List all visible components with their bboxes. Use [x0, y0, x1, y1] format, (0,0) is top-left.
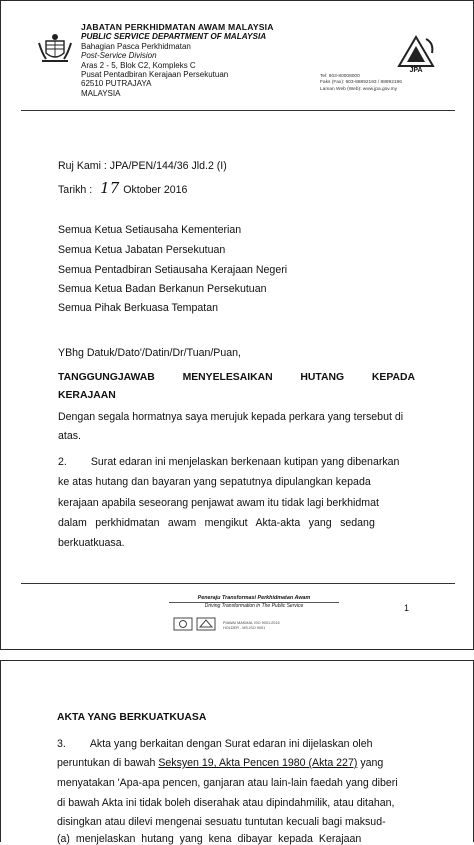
- recipient-line: Semua Ketua Setiausaha Kementerian: [58, 224, 242, 236]
- letterhead-address: [81, 23, 301, 98]
- subject-word: TANGGUNGJAWAB: [58, 372, 155, 383]
- date-month-year: Oktober 2016: [123, 184, 188, 196]
- contact-fax: Faks (Fax): 603-88892193 / 88892196: [320, 80, 402, 86]
- paragraph-3-line: [57, 738, 373, 750]
- certification-logos-icon: [173, 617, 217, 631]
- subject-line: [58, 372, 415, 383]
- recipient-line: Semua Pentadbiran Setiausaha Kerajaan Negeri: [58, 264, 288, 276]
- date-day-handwritten: 17: [100, 179, 120, 197]
- paragraph-2-line: berkuatkuasa.: [58, 537, 125, 549]
- department-name-malay: JABATAN PERKHIDMATAN AWAM MALAYSIA: [81, 22, 274, 32]
- address-line: 62510 PUTRAJAYA: [81, 79, 152, 89]
- page-number: 1: [404, 603, 410, 613]
- paragraph-3-text: yang: [357, 757, 384, 769]
- department-name-english: PUBLIC SERVICE DEPARTMENT OF MALAYSIA: [81, 32, 267, 42]
- paragraph-3-line: menyatakan 'Apa-apa pencen, ganjaran atau lain-lain faedah yang diberi: [57, 777, 398, 789]
- page-gap: [0, 650, 474, 660]
- paragraph-3-line: disingkan atau dilevi mengenai sesuatu tuntutan kecuali bagi maksud-: [57, 816, 386, 828]
- subject-word: MENYELESAIKAN: [182, 372, 273, 383]
- paragraph-2-line: ke atas hutang dan bayaran yang sepatutnya dipulangkan kepada: [58, 476, 371, 488]
- paragraph-3-line: di bawah Akta ini tidak boleh diserahak atau dipindahmilik, atau ditahan,: [57, 797, 395, 809]
- paragraph-3-text: peruntukan di bawah: [57, 757, 159, 769]
- salutation: YBhg Datuk/Dato'/Datin/Dr/Tuan/Puan,: [58, 347, 241, 359]
- coat-of-arms-icon: [37, 31, 73, 67]
- recipient-line: Semua Ketua Jabatan Persekutuan: [58, 244, 226, 256]
- section-heading: AKTA YANG BERKUATKUASA: [57, 712, 207, 723]
- paragraph-2-line: [58, 456, 399, 468]
- recipient-line: Semua Pihak Berkuasa Tempatan: [58, 302, 218, 314]
- division-name-english: Post-Service Division: [81, 51, 157, 61]
- subject-word: HUTANG: [300, 372, 345, 383]
- paragraph-3-line: [57, 757, 383, 769]
- paragraph-2-line: kerajaan apabila seseorang penjawat awam itu tidak lagi berkhidmat: [58, 497, 379, 509]
- paragraph-3-line: (a) menjelaskan hutang yang kena dibayar kepada Kerajaan: [57, 833, 362, 845]
- address-line: Pusat Pentadbiran Kerajaan Persekutuan: [81, 70, 229, 80]
- division-name-malay: Bahagian Pasca Perkhidmatan: [81, 41, 191, 51]
- act-reference: Seksyen 19, Akta Pencen 1980 (Akta 227): [158, 757, 358, 769]
- subject-word: KEPADA: [371, 372, 415, 383]
- paragraph-number: 2.: [58, 456, 67, 468]
- footer-tagline-malay: Peneraju Transformasi Perkhidmatan Awam: [197, 595, 311, 601]
- footer-tagline-english: Driving Transformation in The Public Service: [204, 603, 304, 609]
- paragraph-1-line: atas.: [58, 430, 81, 442]
- address-line: MALAYSIA: [81, 88, 121, 98]
- reference-number: Ruj Kami : JPA/PEN/144/36 Jld.2 (I): [58, 160, 227, 172]
- paragraph-3-text: Akta yang berkaitan dengan Surat edaran ini dijelaskan oleh: [89, 738, 373, 750]
- letter-date: [58, 179, 187, 197]
- paragraph-2-line: dalam perkhidmatan awam mengikut Akta-akta yang sedang: [58, 517, 375, 529]
- recipient-line: Semua Ketua Badan Berkanun Persekutuan: [58, 283, 267, 295]
- paragraph-number: 3.: [57, 738, 66, 750]
- contact-phone: Tel: 603-80008000: [320, 74, 360, 79]
- paragraph-1-line: Dengan segala hormatnya saya merujuk kepada perkara yang tersebut di: [58, 411, 404, 423]
- certification-line: PIAWAI MAKMAL ISO 9001:2015: [223, 621, 280, 625]
- certification-line: HOLDER - MS-ISO 9001: [223, 626, 266, 630]
- document-page-2: [0, 660, 474, 842]
- jpa-logo-text: JPA: [409, 67, 423, 74]
- header-divider: [21, 110, 455, 111]
- date-label: Tarikh :: [58, 184, 93, 196]
- footer-divider: [21, 583, 455, 584]
- subject-line: KERAJAAN: [58, 390, 116, 401]
- paragraph-2-text: Surat edaran ini menjelaskan berkenaan kutipan yang dibenarkan: [90, 456, 400, 468]
- address-line: Aras 2 - 5, Blok C2, Kompleks C: [81, 60, 196, 70]
- certification-text: [223, 621, 313, 631]
- contact-web: Laman Web (Web): www.jpa.gov.my: [320, 86, 398, 92]
- contact-details: [320, 74, 460, 93]
